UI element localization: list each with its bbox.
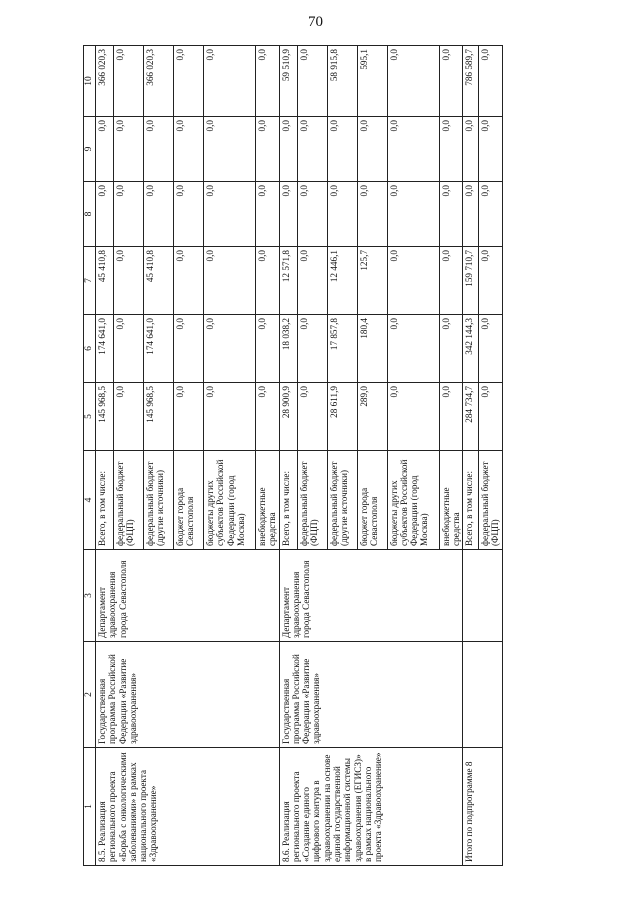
rotated-table-wrapper bbox=[83, 46, 531, 866]
funding-source-cell: Всего, в том числе: bbox=[463, 451, 479, 550]
amount-cell: 0,0 bbox=[256, 315, 280, 383]
amount-cell: 28 900,9 bbox=[279, 383, 297, 451]
amount-cell: 0,0 bbox=[297, 315, 327, 383]
amount-cell: 366 020,3 bbox=[144, 46, 174, 117]
funding-table bbox=[83, 45, 503, 866]
amount-cell: 58 915,8 bbox=[327, 46, 357, 117]
amount-cell: 125,7 bbox=[357, 247, 387, 315]
column-number: 4 bbox=[84, 451, 96, 550]
amount-cell: 0,0 bbox=[174, 117, 204, 182]
amount-cell: 0,0 bbox=[439, 383, 463, 451]
amount-cell: 0,0 bbox=[256, 46, 280, 117]
amount-cell: 0,0 bbox=[114, 117, 144, 182]
amount-cell: 17 857,8 bbox=[327, 315, 357, 383]
amount-cell: 0,0 bbox=[439, 182, 463, 247]
funding-source-cell: бюджеты других субъектов Российской Федерации (город Москва) bbox=[387, 451, 439, 550]
amount-cell: 0,0 bbox=[204, 247, 256, 315]
amount-cell: 180,4 bbox=[357, 315, 387, 383]
amount-cell: 342 144,3 bbox=[463, 315, 479, 383]
funding-source-cell: федеральный бюджет (другие источники) bbox=[327, 451, 357, 550]
funding-source-cell: внебюджетные средства bbox=[256, 451, 280, 550]
amount-cell: 0,0 bbox=[479, 315, 503, 383]
amount-cell: 0,0 bbox=[96, 117, 114, 182]
amount-cell: 12 446,1 bbox=[327, 247, 357, 315]
amount-cell: 0,0 bbox=[114, 315, 144, 383]
amount-cell: 0,0 bbox=[479, 182, 503, 247]
table-row bbox=[96, 46, 114, 866]
funding-source-cell: Всего, в том числе: bbox=[279, 451, 297, 550]
funding-source-cell: внебюджетные средства bbox=[439, 451, 463, 550]
amount-cell: 0,0 bbox=[144, 182, 174, 247]
amount-cell: 0,0 bbox=[297, 182, 327, 247]
funding-source-cell: федеральный бюджет (ФЦП) bbox=[297, 451, 327, 550]
funding-source-cell: бюджет города Севастополя bbox=[174, 451, 204, 550]
column-number: 9 bbox=[84, 117, 96, 182]
amount-cell: 0,0 bbox=[174, 46, 204, 117]
amount-cell: 0,0 bbox=[279, 182, 297, 247]
column-number: 5 bbox=[84, 383, 96, 451]
amount-cell: 595,1 bbox=[357, 46, 387, 117]
measure-cell: 8.6. Реализация регионального проекта «Создание единого цифрового контура в здравоохранении на основе единой государственной информационной системы здравоохранения (ЕГИСЗ)» в рамках национального проекта «Здравоохранение» bbox=[279, 748, 463, 866]
funding-source-cell: бюджеты других субъектов Российской Федерации (город Москва) bbox=[204, 451, 256, 550]
amount-cell: 0,0 bbox=[297, 46, 327, 117]
amount-cell: 0,0 bbox=[96, 182, 114, 247]
amount-cell: 0,0 bbox=[439, 315, 463, 383]
amount-cell: 45 410,8 bbox=[144, 247, 174, 315]
column-number: 8 bbox=[84, 182, 96, 247]
amount-cell: 0,0 bbox=[297, 247, 327, 315]
funding-source-cell: бюджет города Севастополя bbox=[357, 451, 387, 550]
amount-cell: 0,0 bbox=[297, 117, 327, 182]
program-cell: Государственная программа Российской Федерации «Развитие здравоохранения» bbox=[96, 642, 280, 748]
amount-cell: 159 710,7 bbox=[463, 247, 479, 315]
amount-cell: 0,0 bbox=[387, 383, 439, 451]
amount-cell: 0,0 bbox=[387, 117, 439, 182]
funding-source-cell: федеральный бюджет (ФЦП) bbox=[479, 451, 503, 550]
amount-cell: 145 968,5 bbox=[144, 383, 174, 451]
amount-cell: 0,0 bbox=[204, 383, 256, 451]
column-number: 2 bbox=[84, 642, 96, 748]
amount-cell: 786 589,7 bbox=[463, 46, 479, 117]
amount-cell: 366 020,3 bbox=[96, 46, 114, 117]
amount-cell: 0,0 bbox=[479, 383, 503, 451]
amount-cell: 289,0 bbox=[357, 383, 387, 451]
amount-cell: 0,0 bbox=[256, 182, 280, 247]
amount-cell: 0,0 bbox=[174, 247, 204, 315]
amount-cell: 0,0 bbox=[204, 46, 256, 117]
column-number-row bbox=[84, 46, 96, 866]
amount-cell: 0,0 bbox=[463, 117, 479, 182]
amount-cell: 0,0 bbox=[439, 117, 463, 182]
amount-cell: 0,0 bbox=[114, 46, 144, 117]
amount-cell: 145 968,5 bbox=[96, 383, 114, 451]
column-number: 6 bbox=[84, 315, 96, 383]
table-body bbox=[96, 46, 503, 866]
amount-cell: 0,0 bbox=[297, 383, 327, 451]
measure-cell: 8.5. Реализация регионального проекта «Борьба с онкологическими заболеваниями» в рамках национального проекта «Здравоохранение» bbox=[96, 748, 280, 866]
amount-cell: 0,0 bbox=[279, 117, 297, 182]
amount-cell: 0,0 bbox=[204, 182, 256, 247]
executor-cell bbox=[463, 550, 503, 642]
amount-cell: 0,0 bbox=[174, 383, 204, 451]
amount-cell: 0,0 bbox=[387, 46, 439, 117]
table-row bbox=[279, 46, 297, 866]
amount-cell: 0,0 bbox=[479, 247, 503, 315]
amount-cell: 28 611,9 bbox=[327, 383, 357, 451]
program-cell bbox=[463, 642, 503, 748]
amount-cell: 0,0 bbox=[256, 383, 280, 451]
amount-cell: 0,0 bbox=[357, 117, 387, 182]
page-number: 70 bbox=[308, 14, 323, 30]
funding-source-cell: федеральный бюджет (другие источники) bbox=[144, 451, 174, 550]
amount-cell: 0,0 bbox=[144, 117, 174, 182]
amount-cell: 0,0 bbox=[463, 182, 479, 247]
table-row bbox=[463, 46, 479, 866]
amount-cell: 0,0 bbox=[114, 247, 144, 315]
funding-source-cell: Всего, в том числе: bbox=[96, 451, 114, 550]
amount-cell: 0,0 bbox=[204, 315, 256, 383]
amount-cell: 0,0 bbox=[174, 315, 204, 383]
amount-cell: 174 641,0 bbox=[144, 315, 174, 383]
amount-cell: 0,0 bbox=[387, 247, 439, 315]
amount-cell: 12 571,8 bbox=[279, 247, 297, 315]
amount-cell: 0,0 bbox=[479, 117, 503, 182]
measure-cell: Итого по подпрограмме 8 bbox=[463, 748, 503, 866]
amount-cell: 0,0 bbox=[256, 247, 280, 315]
amount-cell: 0,0 bbox=[327, 117, 357, 182]
amount-cell: 0,0 bbox=[439, 46, 463, 117]
program-cell: Государственная программа Российской Федерации «Развитие здравоохранения» bbox=[279, 642, 463, 748]
amount-cell: 0,0 bbox=[174, 182, 204, 247]
amount-cell: 0,0 bbox=[387, 315, 439, 383]
amount-cell: 45 410,8 bbox=[96, 247, 114, 315]
amount-cell: 0,0 bbox=[204, 117, 256, 182]
column-number: 7 bbox=[84, 247, 96, 315]
amount-cell: 0,0 bbox=[357, 182, 387, 247]
executor-cell: Департамент здравоохранения города Севастополя bbox=[96, 550, 280, 642]
amount-cell: 0,0 bbox=[387, 182, 439, 247]
amount-cell: 284 734,7 bbox=[463, 383, 479, 451]
column-number: 3 bbox=[84, 550, 96, 642]
column-number: 1 bbox=[84, 748, 96, 866]
amount-cell: 0,0 bbox=[256, 117, 280, 182]
amount-cell: 18 038,2 bbox=[279, 315, 297, 383]
column-number: 10 bbox=[84, 46, 96, 117]
executor-cell: Департамент здравоохранения города Севастополя bbox=[279, 550, 463, 642]
amount-cell: 0,0 bbox=[479, 46, 503, 117]
amount-cell: 174 641,0 bbox=[96, 315, 114, 383]
amount-cell: 0,0 bbox=[439, 247, 463, 315]
amount-cell: 0,0 bbox=[114, 182, 144, 247]
funding-source-cell: федеральный бюджет (ФЦП) bbox=[114, 451, 144, 550]
amount-cell: 0,0 bbox=[114, 383, 144, 451]
amount-cell: 59 510,9 bbox=[279, 46, 297, 117]
amount-cell: 0,0 bbox=[327, 182, 357, 247]
